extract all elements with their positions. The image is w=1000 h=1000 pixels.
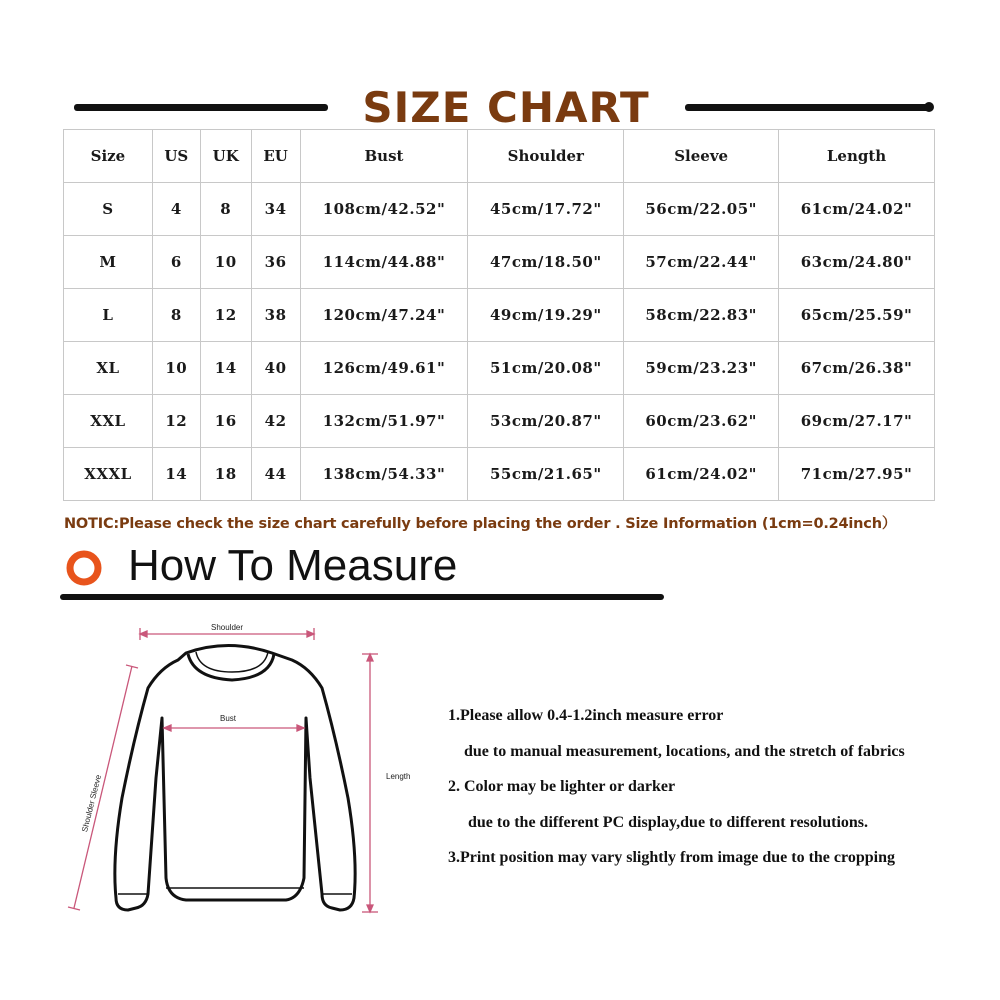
cell-size: XXXL (64, 448, 153, 501)
cell-eu: 40 (251, 342, 300, 395)
cell-size: XL (64, 342, 153, 395)
sweater-measure-diagram (60, 608, 420, 938)
cell-us: 4 (152, 183, 200, 236)
cell-eu: 42 (251, 395, 300, 448)
size-notice: NOTIC:Please check the size chart carefully before placing the order . Size Information (1cm=0.24inch） (64, 516, 897, 532)
cell-uk: 12 (200, 289, 251, 342)
header-eu: EU (251, 130, 300, 183)
measure-notes (440, 698, 980, 876)
page-title: SIZE CHART (362, 83, 650, 132)
cell-eu: 44 (251, 448, 300, 501)
header-bust: Bust (300, 130, 468, 183)
cell-us: 12 (152, 395, 200, 448)
table-header-row (64, 130, 935, 183)
cell-length: 61cm/24.02" (779, 183, 935, 236)
cell-uk: 18 (200, 448, 251, 501)
cell-bust: 108cm/42.52" (300, 183, 468, 236)
shoulder-label: Shoulder (210, 623, 244, 632)
bust-label: Bust (219, 714, 237, 723)
cell-uk: 8 (200, 183, 251, 236)
note-1: 1.Please allow 0.4-1.2inch measure error (448, 707, 724, 724)
length-label: Length (386, 772, 411, 781)
cell-length: 65cm/25.59" (779, 289, 935, 342)
cell-eu: 38 (251, 289, 300, 342)
title-rule-left (74, 104, 328, 111)
cell-shoulder: 55cm/21.65" (468, 448, 624, 501)
cell-sleeve: 58cm/22.83" (624, 289, 779, 342)
cell-sleeve: 57cm/22.44" (624, 236, 779, 289)
table-row (64, 395, 935, 448)
table-row (64, 342, 935, 395)
header-sleeve: Sleeve (624, 130, 779, 183)
cell-sleeve: 59cm/23.23" (624, 342, 779, 395)
header-uk: UK (200, 130, 251, 183)
cell-uk: 14 (200, 342, 251, 395)
sleeve-label: Shoulder Sleeve (80, 773, 104, 833)
sweater-outline (115, 646, 355, 911)
cell-bust: 126cm/49.61" (300, 342, 468, 395)
table-row (64, 183, 935, 236)
cell-eu: 36 (251, 236, 300, 289)
cell-length: 71cm/27.95" (779, 448, 935, 501)
header-size: Size (64, 130, 153, 183)
note-2-detail: due to the different PC display,due to different resolutions. (468, 813, 869, 831)
cell-shoulder: 45cm/17.72" (468, 183, 624, 236)
cell-sleeve: 56cm/22.05" (624, 183, 779, 236)
cell-sleeve: 61cm/24.02" (624, 448, 779, 501)
cell-shoulder: 49cm/19.29" (468, 289, 624, 342)
table-row (64, 236, 935, 289)
sweater-collar (188, 654, 274, 680)
cell-bust: 132cm/51.97" (300, 395, 468, 448)
length-measure-line (362, 654, 378, 912)
cell-shoulder: 47cm/18.50" (468, 236, 624, 289)
table-row (64, 289, 935, 342)
cell-size: L (64, 289, 153, 342)
cell-bust: 138cm/54.33" (300, 448, 468, 501)
cell-size: XXL (64, 395, 153, 448)
cell-size: M (64, 236, 153, 289)
cell-eu: 34 (251, 183, 300, 236)
cell-size: S (64, 183, 153, 236)
cell-bust: 120cm/47.24" (300, 289, 468, 342)
cell-us: 8 (152, 289, 200, 342)
title-rule-right (685, 104, 932, 111)
header-us: US (152, 130, 200, 183)
cell-uk: 10 (200, 236, 251, 289)
note-2: 2. Color may be lighter or darker (448, 778, 676, 795)
measure-underline (60, 594, 664, 600)
size-chart-header (0, 80, 1000, 136)
cell-us: 14 (152, 448, 200, 501)
table-row (64, 448, 935, 501)
cell-us: 10 (152, 342, 200, 395)
cell-sleeve: 60cm/23.62" (624, 395, 779, 448)
header-length: Length (779, 130, 935, 183)
cell-length: 69cm/27.17" (779, 395, 935, 448)
bust-measure-line (164, 725, 304, 731)
cell-us: 6 (152, 236, 200, 289)
cell-shoulder: 53cm/20.87" (468, 395, 624, 448)
size-table (63, 129, 935, 501)
note-3: 3.Print position may vary slightly from image due to the cropping (448, 849, 895, 866)
header-shoulder: Shoulder (468, 130, 624, 183)
note-1-detail: due to manual measurement, locations, and the stretch of fabrics (464, 742, 905, 760)
cell-shoulder: 51cm/20.08" (468, 342, 624, 395)
sleeve-measure-line (68, 665, 138, 910)
cell-bust: 114cm/44.88" (300, 236, 468, 289)
measure-title: How To Measure (128, 541, 458, 590)
cell-uk: 16 (200, 395, 251, 448)
orange-ring-bullet-icon (64, 548, 104, 588)
cell-length: 63cm/24.80" (779, 236, 935, 289)
cell-length: 67cm/26.38" (779, 342, 935, 395)
